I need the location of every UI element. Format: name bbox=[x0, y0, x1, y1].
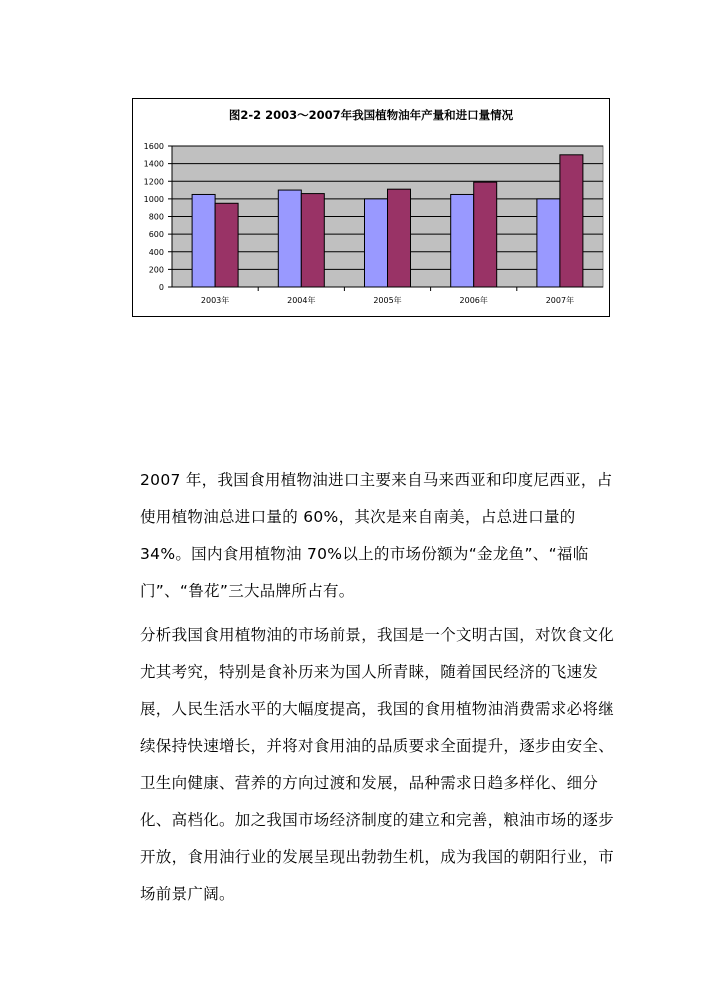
y-tick-label: 1400 bbox=[143, 159, 164, 169]
bar-series-2-2006年 bbox=[474, 182, 497, 287]
x-tick-label: 2006年 bbox=[459, 296, 488, 305]
bar-series-2-2007年 bbox=[560, 155, 583, 287]
paragraph-imports: 2007 年，我国食用植物油进口主要来自马来西亚和印度尼西亚，占使用植物油总进口量的 60%，其次是来自南美，占总进口量的34%。国内食用植物油 70%以上的市场份额为“金龙鱼”、“福临门”、“鲁花”三大品牌所占有。 bbox=[140, 471, 613, 600]
y-tick-label: 1600 bbox=[143, 142, 164, 151]
y-tick-label: 1200 bbox=[143, 177, 164, 187]
chart-frame bbox=[132, 98, 610, 317]
x-tick-label: 2004年 bbox=[287, 296, 316, 305]
x-tick-label: 2003年 bbox=[200, 296, 230, 305]
bar-chart bbox=[133, 99, 609, 316]
y-tick-label: 0 bbox=[158, 283, 164, 292]
bar-series-1-2004年 bbox=[278, 190, 301, 287]
bar-series-1-2007年 bbox=[537, 199, 560, 287]
bar-series-1-2006年 bbox=[451, 194, 474, 287]
x-tick-label: 2005年 bbox=[373, 296, 402, 305]
y-tick-label: 600 bbox=[148, 230, 164, 240]
bar-series-1-2005年 bbox=[365, 199, 388, 287]
y-tick-label: 400 bbox=[148, 247, 164, 257]
bar-series-2-2004年 bbox=[301, 194, 324, 287]
y-tick-label: 800 bbox=[148, 212, 164, 222]
paragraph-market-outlook: 分析我国食用植物油的市场前景，我国是一个文明古国，对饮食文化尤其考究，特别是食补历来为国人所青睐，随着国民经济的飞速发展，人民生活水平的大幅度提高，我国的食用植物油消费需求必将继续保持快速增长，并将对食用油的品质要求全面提升，逐步由安全、卫生向健康、营养的方向过渡和发展，品种需求日趋多样化、细分化、高档化。加之我国市场经济制度的建立和完善，粮油市场的逐步开放，食用油行业的发展呈现出勃勃生机，成为我国的朝阳行业，市场前景广阔。 bbox=[140, 626, 615, 903]
bar-series-2-2005年 bbox=[388, 189, 411, 287]
bar-series-1-2003年 bbox=[192, 194, 215, 287]
y-tick-label: 200 bbox=[148, 265, 164, 275]
bar-series-2-2003年 bbox=[215, 203, 238, 287]
x-tick-label: 2007年 bbox=[545, 296, 575, 305]
chart-title: 图2-2 2003～2007年我国植物油年产量和进口量情况 bbox=[228, 108, 514, 122]
y-tick-label: 1000 bbox=[143, 194, 164, 204]
